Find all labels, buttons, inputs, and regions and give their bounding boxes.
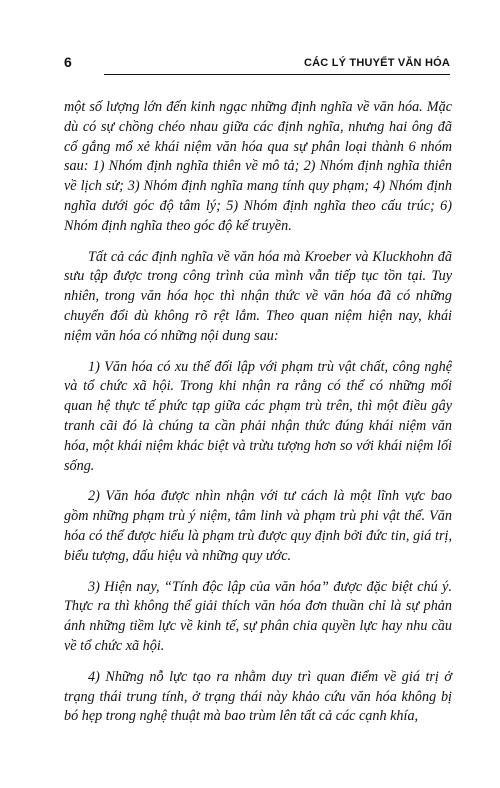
paragraph: Tất cả các định nghĩa về văn hóa mà Kroeber và Kluckhohn đã sưu tập được trong công trình của mình vẫn tiếp tục tồn tại. Tuy nhiên, trong văn hóa học thì nhận thức về văn hóa đã có những chuyển đổi dù không rõ rệt lắm. Theo quan niệm hiện nay, khái niệm văn hóa có những nội dung sau: — [64, 248, 452, 344]
paragraph: 2) Văn hóa được nhìn nhận với tư cách là một lĩnh vực bao gồm những phạm trù ý niệm, tâm linh và phạm trù phi vật thể. Văn hóa có thể được hiểu là phạm trù được quy định bởi đức tin, giá trị, biểu tượng, dấu hiệu và những quy ước. — [64, 488, 452, 564]
body-text — [64, 98, 452, 738]
paragraph: 4) Những nỗ lực tạo ra nhằm duy trì quan điểm về giá trị ở trạng thái trung tính, ở trạng thái này khảo cứu văn hóa không bị bó hẹp trong nghệ thuật mà bao trùm lên tất cả các cạnh khía, — [64, 668, 452, 725]
header-rule — [104, 74, 450, 75]
paragraph: 3) Hiện nay, “Tính độc lập của văn hóa” được đặc biệt chú ý. Thực ra thì không thể giải thích văn hóa đơn thuần chỉ là sự phản ánh những tiềm lực về kinh tế, sự phân chia quyền lực hay nhu cầu về tổ chức xã hội. — [64, 578, 452, 654]
running-head: CÁC LÝ THUYẾT VĂN HÓA — [304, 57, 450, 69]
page-header — [64, 54, 450, 78]
page-number: 6 — [64, 54, 72, 70]
paragraph: 1) Văn hóa có xu thế đối lập với phạm trù vật chất, công nghệ và tổ chức xã hội. Trong khi nhận ra rằng có thể có những mối quan hệ thực tế phức tạp giữa các phạm trù trên, thì một điều gây tranh cãi đó là chúng ta cần phải nhận thức đúng khái niệm văn hóa, một khái niệm khác biệt và trừu tượng hơn so với khái niệm lối sống. — [64, 358, 452, 474]
paragraph-continued: một số lượng lớn đến kinh ngạc những định nghĩa về văn hóa. Mặc dù có sự chồng chéo nhau giữa các định nghĩa, nhưng hai ông đã cố gắng mổ xẻ khái niệm văn hóa qua sự phân loại thành 6 nhóm sau: 1) Nhóm định nghĩa thiên về mô tả; 2) Nhóm định nghĩa thiên về lịch sử; 3) Nhóm định nghĩa mang tính quy phạm; 4) Nhóm định nghĩa dưới góc độ tâm lý; 5) Nhóm định nghĩa theo cấu trúc; 6) Nhóm định nghĩa theo góc độ kế truyền. — [64, 99, 452, 234]
